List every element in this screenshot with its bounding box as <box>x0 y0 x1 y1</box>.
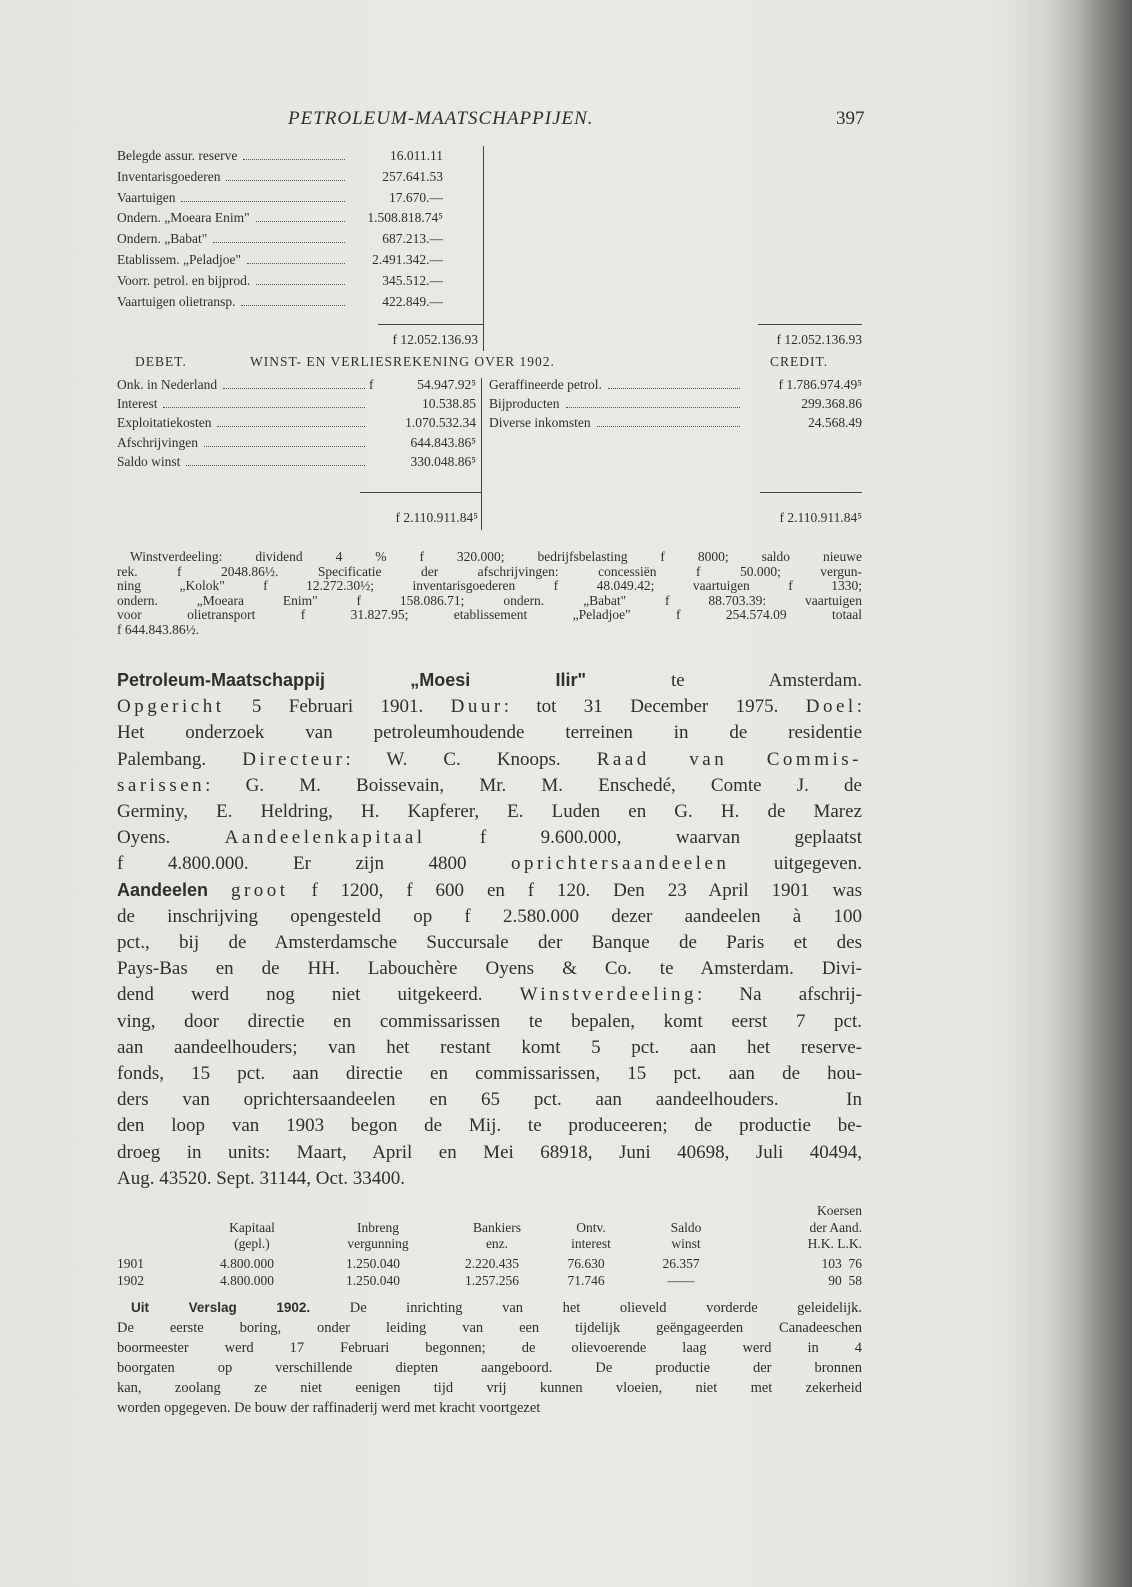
column-header: winst <box>671 1236 701 1251</box>
text-line <box>117 906 862 928</box>
text-run: worden opgegeven. De bouw der raffinaderij werd met kracht voortgezet <box>117 1400 541 1416</box>
row-label: Ondern. „Babat" <box>117 231 208 247</box>
dot-leader <box>608 388 740 389</box>
total-rule <box>760 492 862 493</box>
text-line: voor olietransport f 31.827.95; etablissement „Peladjoe" f 254.574.09 totaal <box>117 607 862 623</box>
text-run: De eerste boring, onder leiding van een tijdelijk geëngageerden Canadeeschen <box>117 1320 862 1336</box>
pl-title: WINST- EN VERLIESREKENING OVER 1902. <box>250 354 555 369</box>
credit-row <box>489 415 862 431</box>
balance-label <box>117 294 349 310</box>
text-line <box>117 853 862 875</box>
debit-label <box>117 396 369 412</box>
row-label: Vaartuigen <box>117 189 176 205</box>
table-cell: 76.630 <box>567 1256 605 1271</box>
credit-row <box>489 377 862 393</box>
credit-row <box>489 396 862 412</box>
dot-leader <box>163 407 365 408</box>
row-value: 687.213.— <box>382 231 443 247</box>
text-run: aan aandeelhouders; van het restant komt 5 pct. aan het reserve- <box>117 1036 862 1058</box>
dot-leader <box>217 426 365 427</box>
row-value: 644.843.86⁵ <box>410 434 476 450</box>
dot-leader <box>243 159 345 160</box>
row-value: 16.011.11 <box>390 148 443 163</box>
spaced-term: Doel <box>805 696 857 718</box>
text-run: pct., bij de Amsterdamsche Succursale der Banque de Paris et des <box>117 932 862 953</box>
row-label: Bijproducten <box>489 396 560 412</box>
text-line <box>117 827 862 849</box>
running-header: PETROLEUM-MAATSCHAPPIJEN. <box>288 108 594 129</box>
text-run: Germiny, E. Heldring, H. Kapferer, E. Luden en G. H. de Marez <box>117 801 862 822</box>
spaced-term: groot <box>230 879 289 901</box>
table-cell: 1.257.256 <box>465 1273 519 1288</box>
dot-leader <box>186 465 365 466</box>
text-run: f 1200, f 600 en f 120. Den 23 April 1901 was <box>288 879 862 901</box>
row-value: 2.491.342.— <box>372 252 443 267</box>
total-rule <box>378 324 483 325</box>
text-run: uitgegeven. <box>729 853 862 875</box>
row-label: Exploitatiekosten <box>117 415 212 431</box>
debit-row <box>117 396 476 412</box>
dot-leader <box>204 446 365 447</box>
column-header: enz. <box>485 1236 509 1251</box>
row-value: 1.070.532.34 <box>405 415 476 431</box>
spaced-term: Duur <box>450 696 504 718</box>
text-line <box>117 984 862 1006</box>
table-cell: 1.250.040 <box>346 1273 400 1288</box>
row-value: 299.368.86 <box>801 396 862 412</box>
text-run: : <box>856 696 862 718</box>
text-line: ning „Kolok" f 12.272.30½; inventarisgoederen f 48.049.42; vaartuigen f 1330; <box>117 578 862 594</box>
text-line <box>117 801 862 823</box>
balance-label <box>117 210 349 226</box>
spaced-term: Raad van Commis- <box>596 748 862 770</box>
balance-label <box>117 252 349 268</box>
text-run <box>208 880 231 901</box>
text-run: f 4.800.000. Er zijn 4800 <box>117 853 511 875</box>
text-line <box>117 1380 862 1397</box>
row-label: Belegde assur. reserve <box>117 148 238 163</box>
text-line <box>117 1142 862 1164</box>
balance-row <box>117 231 443 247</box>
text-run: De inrichting van het olieveld vorderde geleidelijk. <box>310 1300 862 1316</box>
pl-total-right: f 2.110.911.84⁵ <box>779 510 862 525</box>
debit-row <box>117 377 476 393</box>
balance-label <box>117 169 349 185</box>
row-value: 10.538.85 <box>422 396 476 412</box>
column-header: Saldo <box>670 1219 702 1235</box>
text-run: Pays-Bas en de HH. Labouchère Oyens & Co. te Amsterdam. Divi- <box>117 958 862 980</box>
total-rule <box>360 492 481 493</box>
column-header: H.K. L.K. <box>807 1236 862 1251</box>
dot-leader <box>241 305 345 306</box>
row-label: Onk. in Nederland <box>117 377 218 392</box>
text-run: te Amsterdam. <box>586 670 862 691</box>
row-label: Ondern. „Moeara Enim" <box>117 210 250 226</box>
text-run: Palembang. <box>117 748 243 770</box>
text-line <box>117 1089 862 1111</box>
debit-label <box>117 454 369 470</box>
text-run: ving, door directie en commissarissen te bepalen, komt eerst 7 pct. <box>117 1010 862 1032</box>
row-value: 17.670.— <box>389 189 443 205</box>
column-header: Bankiers <box>473 1219 521 1235</box>
text-run: Oyens. <box>117 827 225 849</box>
column-header: Inbreng <box>357 1219 399 1235</box>
text-run: : tot 31 December 1975. <box>503 696 806 718</box>
dot-leader <box>256 221 345 222</box>
debit-row <box>117 415 476 431</box>
text-line <box>117 1360 862 1377</box>
spaced-term: oprichtersaandeelen <box>510 853 730 875</box>
table-cell: 2.220.435 <box>465 1256 519 1271</box>
table-cell: 1.250.040 <box>346 1256 400 1271</box>
dot-leader <box>226 180 345 181</box>
column-divider <box>483 146 484 351</box>
column-header: Ontv. <box>576 1219 606 1235</box>
text-line <box>117 1037 862 1059</box>
row-label: Voorr. petrol. en bijprod. <box>117 272 251 288</box>
text-line <box>117 1320 862 1337</box>
balance-row <box>117 190 443 206</box>
balance-total-right: f 12.052.136.93 <box>776 332 862 347</box>
text-line <box>117 880 862 902</box>
row-label: Geraffineerde petrol. <box>489 377 602 392</box>
text-run: : G. M. Boissevain, Mr. M. Enschedé, Comte J. de <box>205 774 862 796</box>
text-line <box>117 775 862 797</box>
spaced-term: Aandeelenkapitaal <box>224 827 426 849</box>
text-line: ondern. „Moeara Enim" f 158.086.71; ondern. „Babat" f 88.703.39: vaartuigen <box>117 592 862 608</box>
table-cell: 26.357 <box>662 1256 700 1271</box>
debit-label <box>117 435 369 451</box>
text-line <box>117 1340 862 1357</box>
column-divider <box>481 378 482 530</box>
text-line <box>117 1063 862 1085</box>
row-label: Vaartuigen olietransp. <box>117 293 236 309</box>
credit-label <box>489 415 744 431</box>
text-line <box>117 749 862 771</box>
text-line <box>117 932 862 954</box>
balance-label <box>117 190 349 206</box>
row-year: 1902 <box>117 1273 144 1288</box>
text-line <box>117 1011 862 1033</box>
dot-leader <box>597 426 740 427</box>
row-value: 330.048.86⁵ <box>410 453 476 469</box>
balance-row <box>117 252 443 268</box>
text-run: dend werd nog niet uitgekeerd. <box>117 984 520 1006</box>
credit-label: CREDIT. <box>770 354 829 369</box>
text-line <box>117 1400 862 1417</box>
text-line: f 644.843.86½. <box>117 622 200 637</box>
text-line: rek. f 2048.86½. Specificatie der afschrijvingen: concessiën f 50.000; vergun- <box>117 563 862 579</box>
row-value: 24.568.49 <box>808 415 862 431</box>
dot-leader <box>256 284 345 285</box>
dot-leader <box>223 388 365 389</box>
row-value: 54.947.92⁵ <box>417 377 476 392</box>
dot-leader <box>247 263 345 264</box>
spaced-term: Directeur <box>242 748 346 770</box>
spaced-term: Winstverdeeling <box>519 984 697 1006</box>
text-run: ders van oprichtersaandeelen en 65 pct. aan aandeelhouders. In <box>117 1089 862 1111</box>
balance-label <box>117 231 349 247</box>
debet-label: DEBET. <box>135 354 187 369</box>
debit-row <box>117 454 476 470</box>
balance-row <box>117 210 443 226</box>
bold-heading: Aandeelen <box>117 879 209 900</box>
text-line <box>131 1300 862 1317</box>
row-value: f 1.786.974.49⁵ <box>778 377 862 392</box>
column-header: interest <box>571 1236 611 1251</box>
column-header: der Aand. <box>809 1219 862 1235</box>
table-cell: 103 76 <box>821 1256 862 1271</box>
balance-row <box>117 169 443 185</box>
table-cell: 90 58 <box>828 1273 862 1288</box>
table-cell: 4.800.000 <box>220 1273 274 1288</box>
row-label: Interest <box>117 396 158 412</box>
row-value: 345.512.— <box>382 272 443 288</box>
bold-heading: Petroleum-Maatschappij „Moesi Ilir" <box>117 670 587 690</box>
text-run: : W. C. Knoops. <box>345 748 597 770</box>
text-run: Aug. 43520. Sept. 31144, Oct. 33400. <box>117 1167 405 1189</box>
spaced-term: sarissen <box>117 774 206 796</box>
text-run: boorgaten op verschillende diepten aangeboord. De productie der bronnen <box>117 1360 862 1376</box>
row-label: Saldo winst <box>117 453 181 469</box>
row-value: 422.849.— <box>382 293 443 309</box>
text-line <box>117 958 862 980</box>
text-line <box>117 1168 862 1190</box>
text-run: : Na afschrij- <box>696 984 863 1006</box>
row-label: Inventarisgoederen <box>117 168 221 184</box>
balance-row <box>117 273 443 289</box>
table-cell: —— <box>667 1273 695 1288</box>
dot-leader <box>566 407 741 408</box>
text-run: fonds, 15 pct. aan directie en commissarissen, 15 pct. aan de hou- <box>117 1063 862 1084</box>
column-header: Koersen <box>817 1203 862 1218</box>
pl-total-left: f 2.110.911.84⁵ <box>395 510 478 525</box>
balance-label <box>117 148 349 164</box>
balance-total-left: f 12.052.136.93 <box>392 332 478 347</box>
debit-label <box>117 377 369 393</box>
dot-leader <box>213 242 345 243</box>
text-run: Het onderzoek van petroleumhoudende terreinen in de residentie <box>117 722 862 744</box>
text-run: 5 Februari 1901. <box>224 696 451 718</box>
text-run: de inschrijving opengesteld op f 2.580.000 dezer aandeelen à 100 <box>117 905 862 927</box>
text-run: den loop van 1903 begon de Mij. te produceeren; de productie be- <box>117 1115 862 1137</box>
balance-label <box>117 273 349 289</box>
row-label: Afschrijvingen <box>117 434 198 450</box>
currency-sign: f <box>369 377 374 392</box>
debit-label <box>117 415 369 431</box>
text-run: f 9.600.000, waarvan geplaatst <box>425 827 862 849</box>
text-run: droeg in units: Maart, April en Mei 68918, Juni 40698, Juli 40494, <box>117 1141 862 1163</box>
table-cell: 4.800.000 <box>220 1256 274 1271</box>
column-header: (gepl.) <box>234 1236 270 1251</box>
balance-row <box>117 294 443 310</box>
bold-heading: Uit Verslag 1902. <box>131 1300 311 1315</box>
text-run: kan, zoolang ze niet eenigen tijd vrij kunnen vloeien, niet met zekerheid <box>117 1380 862 1396</box>
column-header: Kapitaal <box>229 1219 275 1235</box>
text-line <box>117 722 862 744</box>
text-line <box>117 696 862 718</box>
table-cell: 71.746 <box>567 1273 605 1288</box>
text-line <box>117 670 862 692</box>
balance-row <box>117 148 443 164</box>
text-line: Winstverdeeling: dividend 4 % f 320.000; bedrijfsbelasting f 8000; saldo nieuwe <box>130 549 862 564</box>
dot-leader <box>181 201 345 202</box>
text-run: boormeester werd 17 Februari begonnen; de olievoerende laag werd in 4 <box>117 1340 862 1356</box>
row-value: 257.641.53 <box>382 168 443 184</box>
row-label: Diverse inkomsten <box>489 415 591 431</box>
text-line <box>117 1115 862 1137</box>
page-number: 397 <box>836 108 865 129</box>
column-header: vergunning <box>347 1236 409 1251</box>
spaced-term: Opgericht <box>117 696 225 718</box>
total-rule <box>758 324 862 325</box>
credit-label <box>489 377 744 393</box>
row-year: 1901 <box>117 1256 144 1271</box>
row-label: Etablissem. „Peladjoe" <box>117 252 241 267</box>
row-value: 1.508.818.74⁵ <box>367 210 443 226</box>
debit-row <box>117 435 476 451</box>
credit-label <box>489 396 744 412</box>
